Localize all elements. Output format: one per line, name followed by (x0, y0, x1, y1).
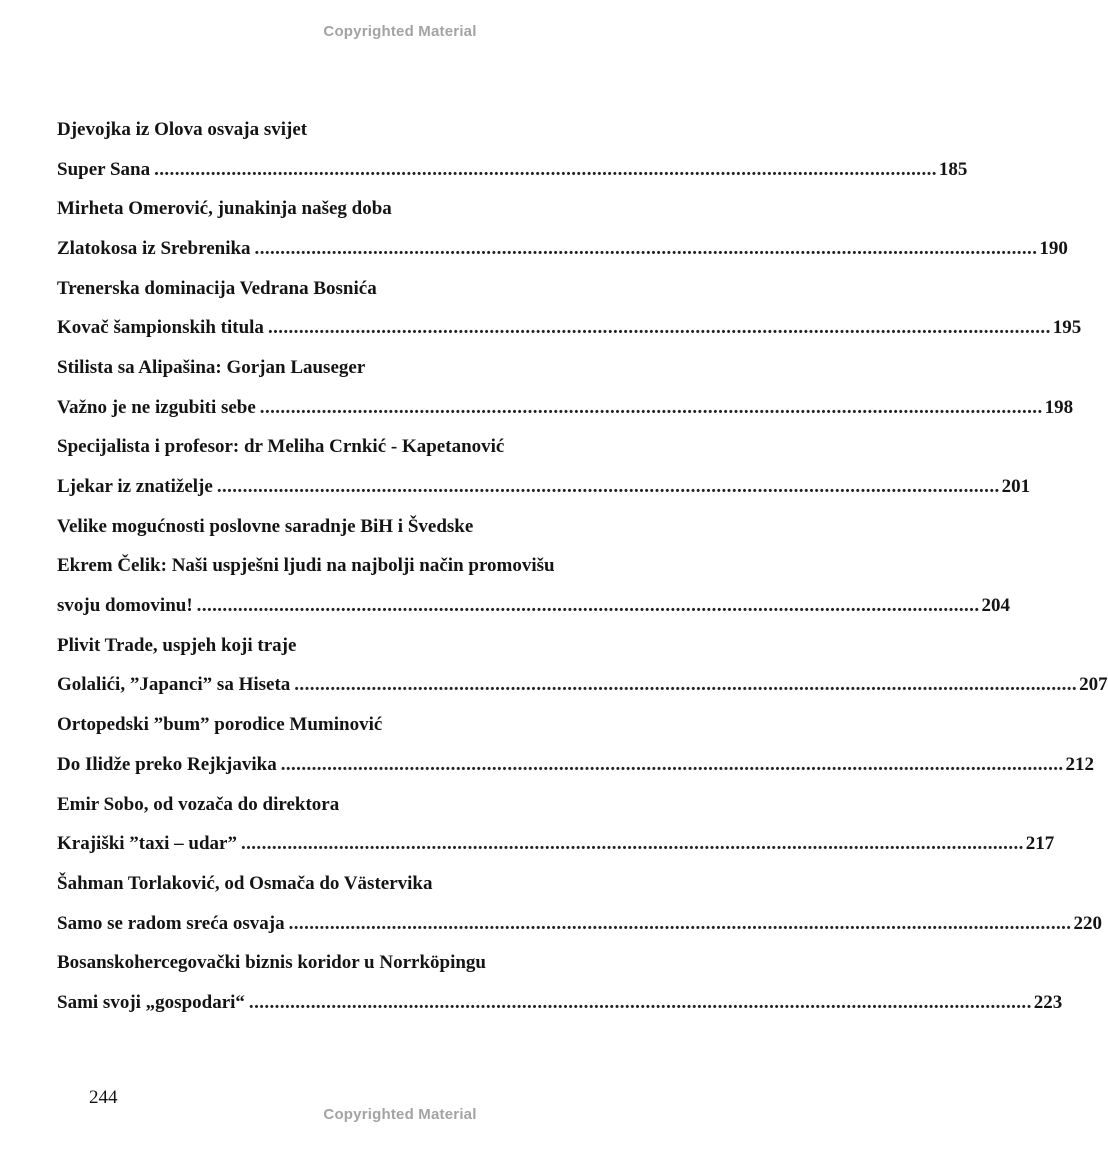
toc-entry-text: Krajiški ”taxi – udar” (57, 833, 237, 855)
dot-leader: ........................................................................................................................................................ (254, 237, 1038, 259)
dot-leader: ........................................................................................................................................................ (280, 753, 1064, 775)
toc-line (57, 586, 1010, 626)
toc-entry-text: Trenerska dominacija Vedrana Bosnića (57, 277, 377, 299)
toc-line (57, 785, 737, 825)
toc-page-number: 217 (1025, 833, 1055, 855)
toc-entry-text: Ljekar iz znatiželje (57, 476, 213, 498)
toc-page-number: 185 (938, 158, 968, 180)
toc-line (57, 705, 737, 745)
dot-leader: ........................................................................................................................................................ (196, 595, 980, 617)
toc-entry-text: Važno je ne izgubiti sebe (57, 396, 256, 418)
toc-entry-text: Šahman Torlaković, od Osmača do Västervika (57, 872, 433, 894)
toc-page-number: 223 (1033, 991, 1063, 1013)
toc-line (57, 150, 968, 190)
toc-entry-text: Mirheta Omerović, junakinja našeg doba (57, 198, 392, 220)
toc-line (57, 189, 737, 229)
toc-line (57, 269, 737, 309)
table-of-contents (57, 110, 1108, 1023)
dot-leader: ........................................................................................................................................................ (216, 476, 1000, 498)
copyright-watermark-bottom: Copyrighted Material (323, 1106, 477, 1123)
page-number: 244 (89, 1087, 118, 1108)
toc-entry-text: Djevojka iz Olova osvaja svijet (57, 118, 308, 140)
toc-entry-text: Emir Sobo, od vozača do direktora (57, 793, 340, 815)
toc-entry-text: Zlatokosa iz Srebrenika (57, 237, 251, 259)
toc-line (57, 388, 1074, 428)
toc-page-number: 220 (1073, 912, 1102, 934)
dot-leader: ........................................................................................................................................................ (248, 991, 1032, 1013)
toc-line (57, 110, 737, 150)
toc-entry-text: Sami svoji „gospodari“ (57, 991, 245, 1013)
toc-entry-text: svoju domovinu! (57, 595, 193, 617)
toc-line (57, 943, 737, 983)
dot-leader: ........................................................................................................................................................ (294, 674, 1078, 696)
toc-page-number: 190 (1039, 237, 1068, 259)
toc-page-number: 212 (1065, 753, 1095, 775)
toc-entry-text: Stilista sa Alipašina: Gorjan Lauseger (57, 356, 366, 378)
toc-line (57, 904, 1102, 944)
toc-line (57, 507, 737, 547)
toc-line (57, 983, 1063, 1023)
toc-line (57, 745, 1095, 785)
dot-leader: ........................................................................................................................................................ (288, 912, 1072, 934)
toc-entry-text: Samo se radom sreća osvaja (57, 912, 285, 934)
toc-line (57, 864, 737, 904)
toc-entry-text: Ortopedski ”bum” porodice Muminović (57, 714, 383, 736)
toc-entry-text: Golalići, ”Japanci” sa Hiseta (57, 674, 291, 696)
toc-line (57, 428, 737, 468)
copyright-watermark-top: Copyrighted Material (323, 23, 477, 40)
toc-line (57, 348, 737, 388)
toc-line (57, 467, 1031, 507)
toc-line (57, 308, 1082, 348)
toc-entry-text: Specijalista i profesor: dr Meliha Crnkić - Kapetanović (57, 436, 505, 458)
toc-page-number: 195 (1052, 317, 1082, 339)
toc-page-number: 198 (1044, 396, 1074, 418)
dot-leader: ........................................................................................................................................................ (267, 317, 1051, 339)
toc-line (57, 666, 1108, 706)
toc-entry-text: Velike mogućnosti poslovne saradnje BiH i Švedske (57, 515, 474, 537)
toc-entry-text: Do Ilidže preko Rejkjavika (57, 753, 277, 775)
toc-page-number: 201 (1001, 476, 1031, 498)
toc-line (57, 824, 1055, 864)
toc-line (57, 626, 737, 666)
dot-leader: ........................................................................................................................................................ (259, 396, 1043, 418)
toc-entry-text: Kovač šampionskih titula (57, 317, 264, 339)
toc-entry-text: Super Sana (57, 158, 151, 180)
toc-page-number: 207 (1079, 674, 1108, 696)
toc-page-number: 204 (981, 595, 1010, 617)
toc-entry-text: Plivit Trade, uspjeh koji traje (57, 634, 297, 656)
dot-leader: ........................................................................................................................................................ (240, 833, 1024, 855)
toc-line (57, 229, 1068, 269)
toc-entry-text: Bosanskohercegovački biznis koridor u Norrköpingu (57, 952, 486, 974)
toc-line (57, 547, 737, 587)
toc-entry-text: Ekrem Čelik: Naši uspješni ljudi na najbolji način promovišu (57, 555, 555, 577)
dot-leader: ........................................................................................................................................................ (154, 158, 937, 180)
